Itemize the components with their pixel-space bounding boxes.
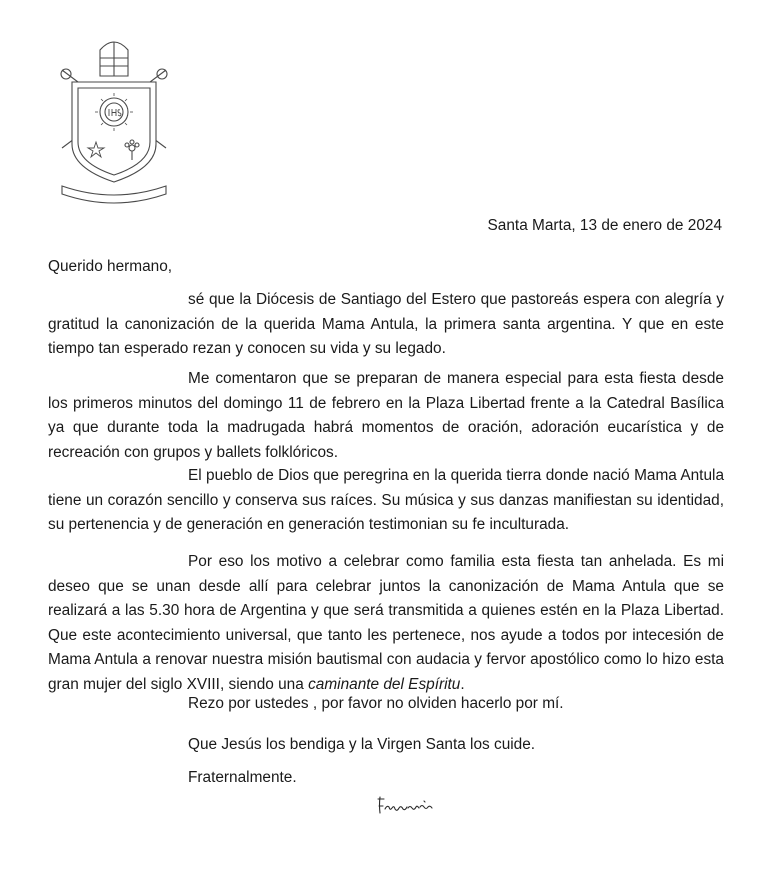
paragraph xyxy=(48,288,724,362)
closing-line-prayer: Rezo por ustedes , por favor no olviden hacerlo por mí. xyxy=(188,695,564,712)
closing-line-farewell: Fraternalmente. xyxy=(188,769,297,786)
paragraph-text: El pueblo de Dios que peregrina en la querida tierra donde nació Mama Antula tiene un corazón sencillo y conserva sus raíces. Su música y sus danzas manifiestan su identidad, su pertenencia y de generación en generación testimonian su fe inculturada. xyxy=(48,467,724,533)
paragraph-text: sé que la Diócesis de Santiago del Estero que pastoreás espera con alegría y gratitud la canonización de la querida Mama Antula, la primera santa argentina. Y que en este tiempo tan esperado rezan y conocen su vida y su legado. xyxy=(48,291,724,357)
salutation: Querido hermano, xyxy=(48,258,173,275)
paragraph-text: Por eso los motivo a celebrar como familia esta fiesta tan anhelada. Es mi deseo que se unan desde allí para celebrar juntos la canonización de Mama Antula que se realizará a las 5.30 hora de Argentina y que será transmitida a quienes estén en la Plaza Libertad. Que este acontecimiento universal, que tanto les pertenece, nos ayude a todos por intecesión de Mama Antula a renovar nuestra misión bautismal con audacia y fervor apostólico como lo hizo esta gran mujer del siglo XVIII, siendo una xyxy=(48,553,724,693)
paragraph-text: Me comentaron que se preparan de manera especial para esta fiesta desde los primeros minutos del domingo 11 de febrero en la Plaza Libertad frente a la Catedral Basílica ya que durante toda la madrugada habrá momentos de oración, adoración eucarística y de recreación con grupos y ballets folklóricos. xyxy=(48,370,724,461)
paragraph-end: . xyxy=(460,675,465,693)
letter-date: Santa Marta, 13 de enero de 2024 xyxy=(487,217,722,234)
paragraph xyxy=(48,464,724,538)
closing-line-blessing: Que Jesús los bendiga y la Virgen Santa los cuide. xyxy=(188,736,536,753)
papal-coat-of-arms-icon xyxy=(48,36,180,208)
emphasized-phrase: caminante del Espíritu xyxy=(308,675,461,693)
handwritten-signature-icon xyxy=(374,793,438,819)
paragraph xyxy=(48,367,724,465)
paragraph xyxy=(48,550,724,697)
